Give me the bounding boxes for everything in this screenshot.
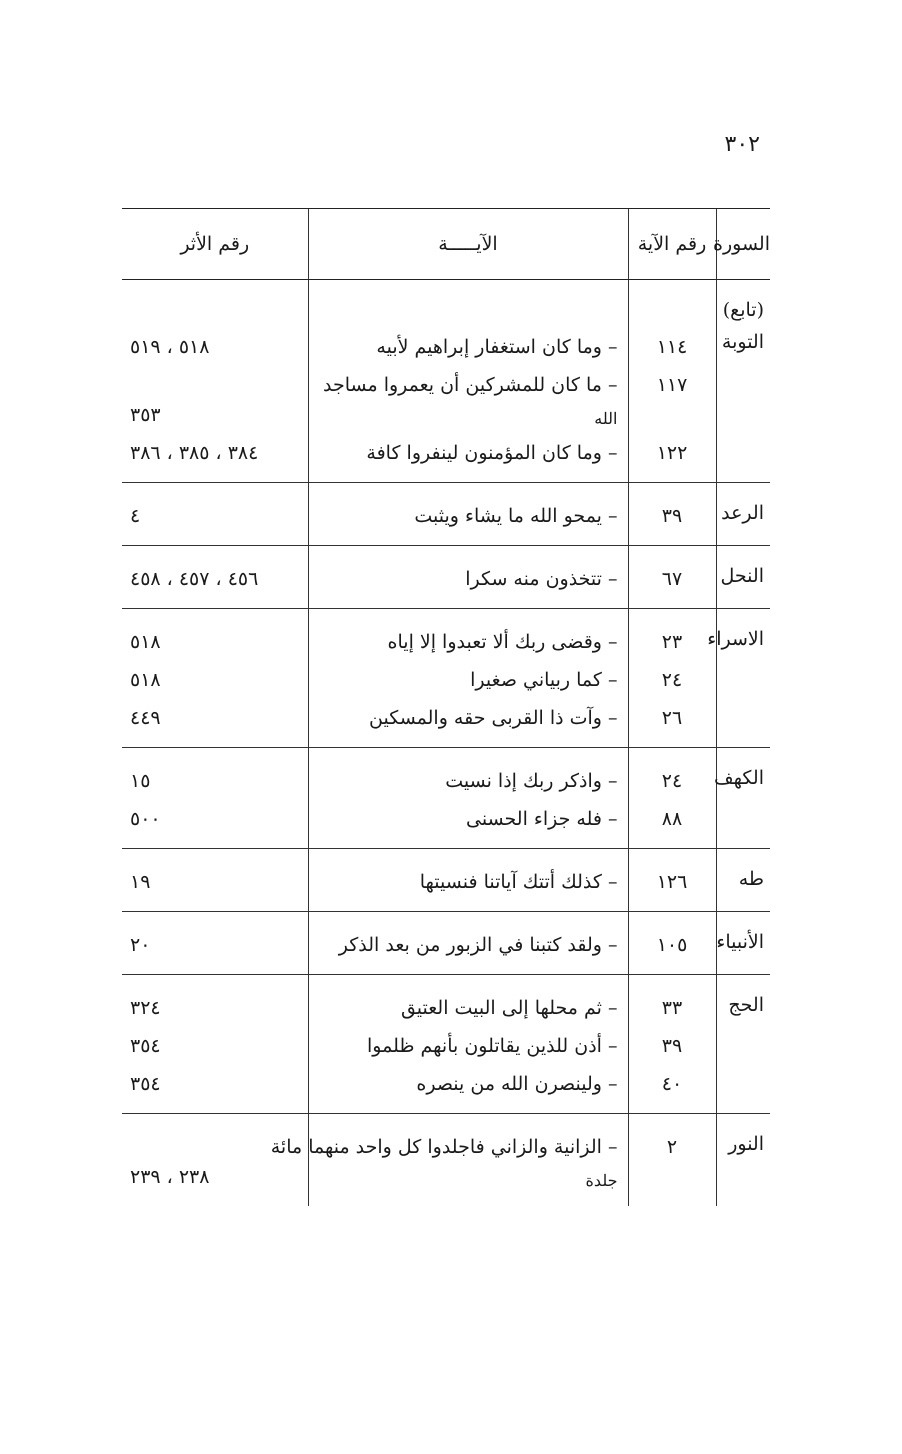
ayah-text: – ولينصرن الله من ينصره xyxy=(416,1073,618,1095)
ayah-number: ١٢٦ xyxy=(656,871,688,893)
athar-number: ٥٠٠ xyxy=(130,808,161,830)
row-spacer xyxy=(629,1166,716,1196)
ayah-number: ٢٤ xyxy=(661,770,683,792)
ayah-number: ١١٤ xyxy=(656,336,688,358)
ayah-text: – تتخذون منه سكرا xyxy=(465,568,618,590)
ayah-number: ٤٠ xyxy=(661,1073,683,1095)
athar-number: ٥١٨ xyxy=(130,669,161,691)
surah-section xyxy=(122,849,770,912)
row-spacer xyxy=(122,294,308,328)
ayah-text-cell xyxy=(308,912,628,975)
row-spacer xyxy=(629,404,716,434)
athar-number: ١٩ xyxy=(130,871,151,893)
ayah-text: – أذن للذين يقاتلون بأنهم ظلموا xyxy=(367,1035,618,1057)
ayah-text-cell xyxy=(308,546,628,609)
ayah-text-continued: جلدة xyxy=(585,1171,618,1190)
ayah-number: ٢٣ xyxy=(661,631,683,653)
ayah-text-cell xyxy=(270,1114,628,1207)
surah-section xyxy=(122,1114,770,1207)
ayah-number-cell xyxy=(628,483,716,546)
surah-name: طه xyxy=(738,868,764,890)
athar-number: ٣٥٤ xyxy=(130,1073,161,1095)
surah-name: الكهف xyxy=(714,767,764,789)
athar-number: ١٥ xyxy=(130,770,151,792)
table-body xyxy=(122,280,770,1207)
ayah-text-cell xyxy=(308,975,628,1114)
row-spacer xyxy=(122,366,308,396)
ayah-text: – وما كان المؤمنون لينفروا كافة xyxy=(366,442,618,464)
surah-name-cell xyxy=(716,1114,770,1207)
athar-number-cell xyxy=(122,609,308,748)
surah-name: (تابع) xyxy=(722,299,764,321)
ayah-number: ٢٦ xyxy=(661,707,683,729)
athar-number: ٣٥٤ xyxy=(130,1035,161,1057)
surah-name: الأنبياء xyxy=(716,931,764,953)
ayah-text: – ولقد كتبنا في الزبور من بعد الذكر xyxy=(338,934,618,956)
athar-number: ٤ xyxy=(130,505,141,527)
ayah-number: ٨٨ xyxy=(661,808,683,830)
ayah-number: ٦٧ xyxy=(661,568,683,590)
surah-name-cell xyxy=(716,748,770,849)
surah-name-cell xyxy=(716,483,770,546)
surah-name-cell xyxy=(716,546,770,609)
ayah-number-cell xyxy=(628,975,716,1114)
surah-name: الاسراء xyxy=(707,628,764,650)
athar-number-cell xyxy=(122,849,308,912)
surah-name-cell xyxy=(716,280,770,483)
ayah-number-cell xyxy=(628,546,716,609)
athar-number: ٢٣٨ ، ٢٣٩ xyxy=(130,1166,210,1188)
ayah-number-cell xyxy=(628,609,716,748)
ayah-text: – كما ربياني صغيرا xyxy=(470,669,618,691)
athar-number: ٣٨٤ ، ٣٨٥ ، ٣٨٦ xyxy=(130,442,259,464)
athar-number-cell xyxy=(122,975,308,1114)
ayah-number: ٣٩ xyxy=(661,1035,683,1057)
surah-section xyxy=(122,912,770,975)
surah-section xyxy=(122,546,770,609)
athar-number: ٤٥٦ ، ٤٥٧ ، ٤٥٨ xyxy=(130,568,259,590)
athar-number: ٤٤٩ xyxy=(130,707,161,729)
surah-name-cell xyxy=(716,912,770,975)
ayah-text: – ثم محلها إلى البيت العتيق xyxy=(400,997,618,1019)
surah-name: النحل xyxy=(720,565,764,587)
row-spacer xyxy=(309,294,628,328)
athar-number-cell xyxy=(122,483,308,546)
ayah-number-cell xyxy=(628,748,716,849)
ayah-text: – وآت ذا القربى حقه والمسكين xyxy=(369,707,618,729)
ayah-text: – واذكر ربك إذا نسيت xyxy=(445,770,618,792)
athar-number: ٥١٨ ، ٥١٩ xyxy=(130,336,210,358)
ayah-text-cell xyxy=(308,609,628,748)
ayah-text: – ما كان للمشركين أن يعمروا مساجد xyxy=(323,374,618,396)
ayah-number: ١٢٢ xyxy=(656,442,688,464)
surah-section xyxy=(122,609,770,748)
athar-number: ٣٢٤ xyxy=(130,997,161,1019)
ayah-number: ١٠٥ xyxy=(656,934,688,956)
athar-number-cell xyxy=(122,748,308,849)
surah-name: الحج xyxy=(728,994,764,1016)
ayah-number: ٣٣ xyxy=(661,997,683,1019)
athar-number-cell xyxy=(122,280,308,483)
verse-index-table xyxy=(122,208,770,1206)
ayah-number-cell xyxy=(628,1114,716,1207)
athar-number: ٥١٨ xyxy=(130,631,161,653)
header-ayah-number: رقم الآية xyxy=(628,209,716,280)
surah-section xyxy=(122,280,770,483)
surah-name-cell xyxy=(707,609,770,748)
ayah-text: – وما كان استغفار إبراهيم لأبيه xyxy=(376,336,618,358)
header-athar-number: رقم الأثر xyxy=(122,209,308,280)
surah-name-cell xyxy=(716,975,770,1114)
surah-name: التوبة xyxy=(721,331,764,353)
ayah-text: – وقضى ربك ألا تعبدوا إلا إياه xyxy=(387,631,618,653)
athar-number-cell xyxy=(122,546,308,609)
ayah-text-cell xyxy=(308,748,628,849)
ayah-text: – يمحو الله ما يشاء ويثبت xyxy=(414,505,618,527)
row-spacer xyxy=(629,294,716,328)
ayah-number-cell xyxy=(628,849,716,912)
ayah-text: – الزانية والزاني فاجلدوا كل واحد منهما مائة xyxy=(270,1136,618,1158)
header-surah: السورة xyxy=(716,209,770,280)
athar-number-cell xyxy=(122,912,308,975)
surah-name-cell xyxy=(716,849,770,912)
header-ayah: الآيـــــة xyxy=(308,209,628,280)
ayah-number: ٢ xyxy=(666,1136,678,1158)
athar-number: ٢٠ xyxy=(130,934,151,956)
athar-number: ٣٥٣ xyxy=(130,404,161,426)
ayah-number: ١١٧ xyxy=(656,374,688,396)
surah-section xyxy=(122,975,770,1114)
surah-name: النور xyxy=(728,1133,764,1155)
ayah-text-continued: الله xyxy=(594,409,618,428)
ayah-number: ٣٩ xyxy=(661,505,683,527)
ayah-number-cell xyxy=(628,912,716,975)
ayah-text-cell xyxy=(308,280,628,483)
table-header-row xyxy=(122,209,770,280)
surah-name: الرعد xyxy=(721,502,764,524)
surah-section xyxy=(122,748,770,849)
ayah-number-cell xyxy=(628,280,716,483)
page-number: ٣٠٢ xyxy=(724,132,760,157)
ayah-number: ٢٤ xyxy=(661,669,683,691)
ayah-text: – فله جزاء الحسنى xyxy=(466,808,618,830)
ayah-text: – كذلك أتتك آياتنا فنسيتها xyxy=(419,871,618,893)
surah-section xyxy=(122,483,770,546)
ayah-text-cell xyxy=(308,849,628,912)
ayah-text-cell xyxy=(308,483,628,546)
